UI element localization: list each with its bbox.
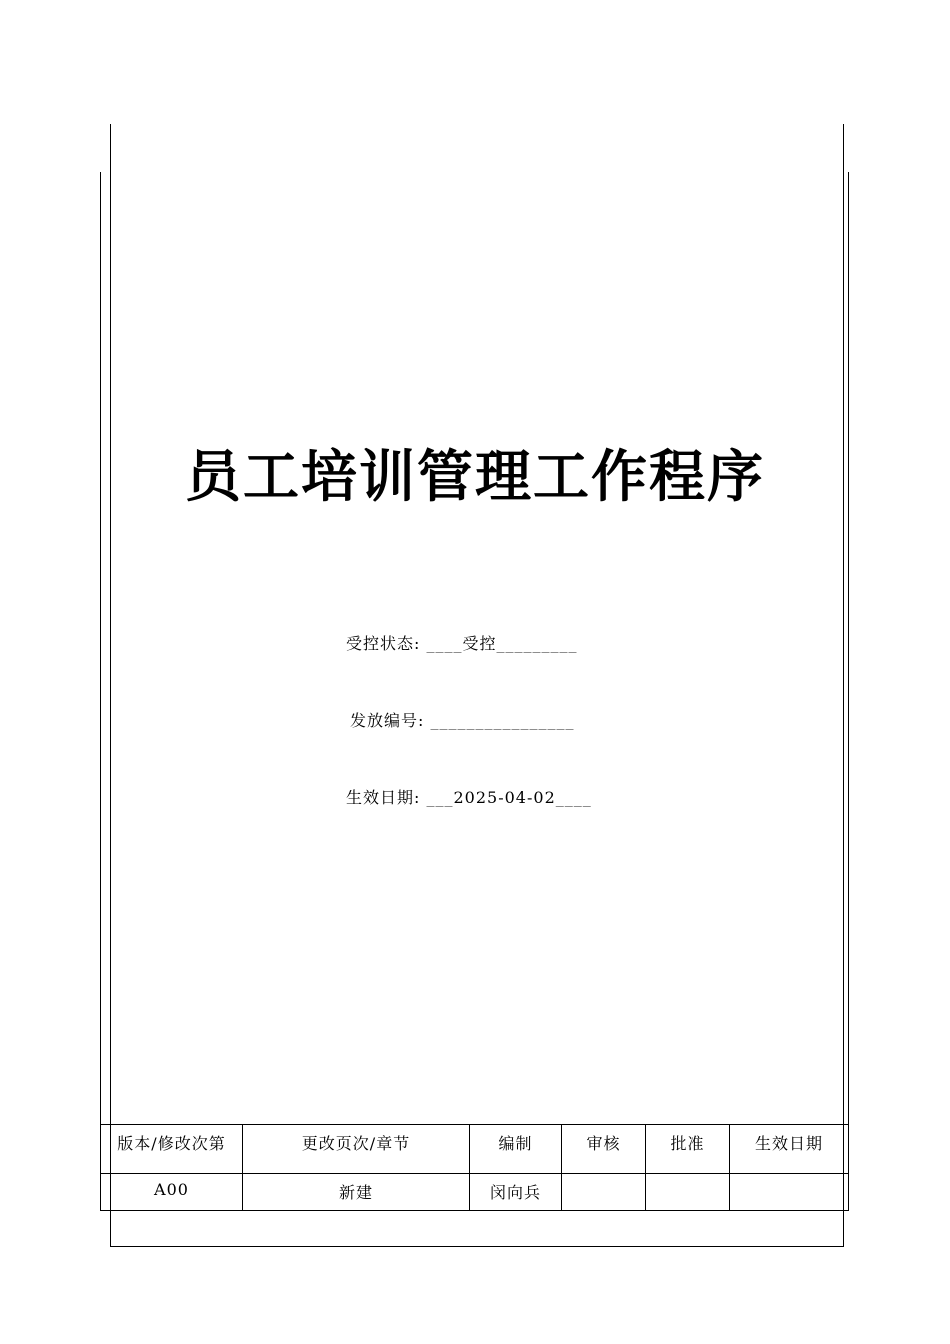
inner-right-border (848, 172, 849, 1210)
control-status-prefix: ____ (426, 634, 463, 653)
issue-number-label: 发放编号: (350, 711, 425, 730)
issue-number-prefix: ________________ (430, 711, 575, 730)
control-status-label: 受控状态: (346, 634, 421, 653)
header-reviewed-by: 审核 (562, 1125, 646, 1174)
cell-reviewed-by (562, 1174, 646, 1211)
cell-approved-by (646, 1174, 730, 1211)
header-changed-pages: 更改页次/章节 (243, 1125, 470, 1174)
control-status-field (346, 633, 578, 655)
control-status-value: 受控 (462, 634, 497, 653)
outer-right-border (843, 124, 844, 1246)
header-prepared-by: 编制 (470, 1125, 562, 1174)
revision-table (100, 1124, 849, 1211)
table-row (101, 1174, 849, 1211)
cell-changed-pages: 新建 (243, 1174, 470, 1211)
document-title: 员工培训管理工作程序 (185, 445, 765, 510)
outer-left-border (110, 124, 111, 1246)
effective-date-value: 2025-04-02 (453, 788, 556, 807)
cell-effective-date (730, 1174, 849, 1211)
bottom-border (110, 1246, 844, 1247)
issue-number-field (350, 710, 575, 732)
header-effective-date: 生效日期 (730, 1125, 849, 1174)
control-status-suffix: _________ (496, 634, 578, 653)
table-header-row (101, 1125, 849, 1174)
header-version: 版本/修改次第 (101, 1125, 243, 1174)
inner-left-border (100, 172, 101, 1210)
effective-date-suffix: ____ (555, 788, 592, 807)
effective-date-field (346, 787, 592, 809)
effective-date-label: 生效日期: (346, 788, 421, 807)
cell-prepared-by: 闵向兵 (470, 1174, 562, 1211)
cell-version: A00 (101, 1174, 243, 1211)
header-approved-by: 批准 (646, 1125, 730, 1174)
effective-date-prefix: ___ (426, 788, 454, 807)
